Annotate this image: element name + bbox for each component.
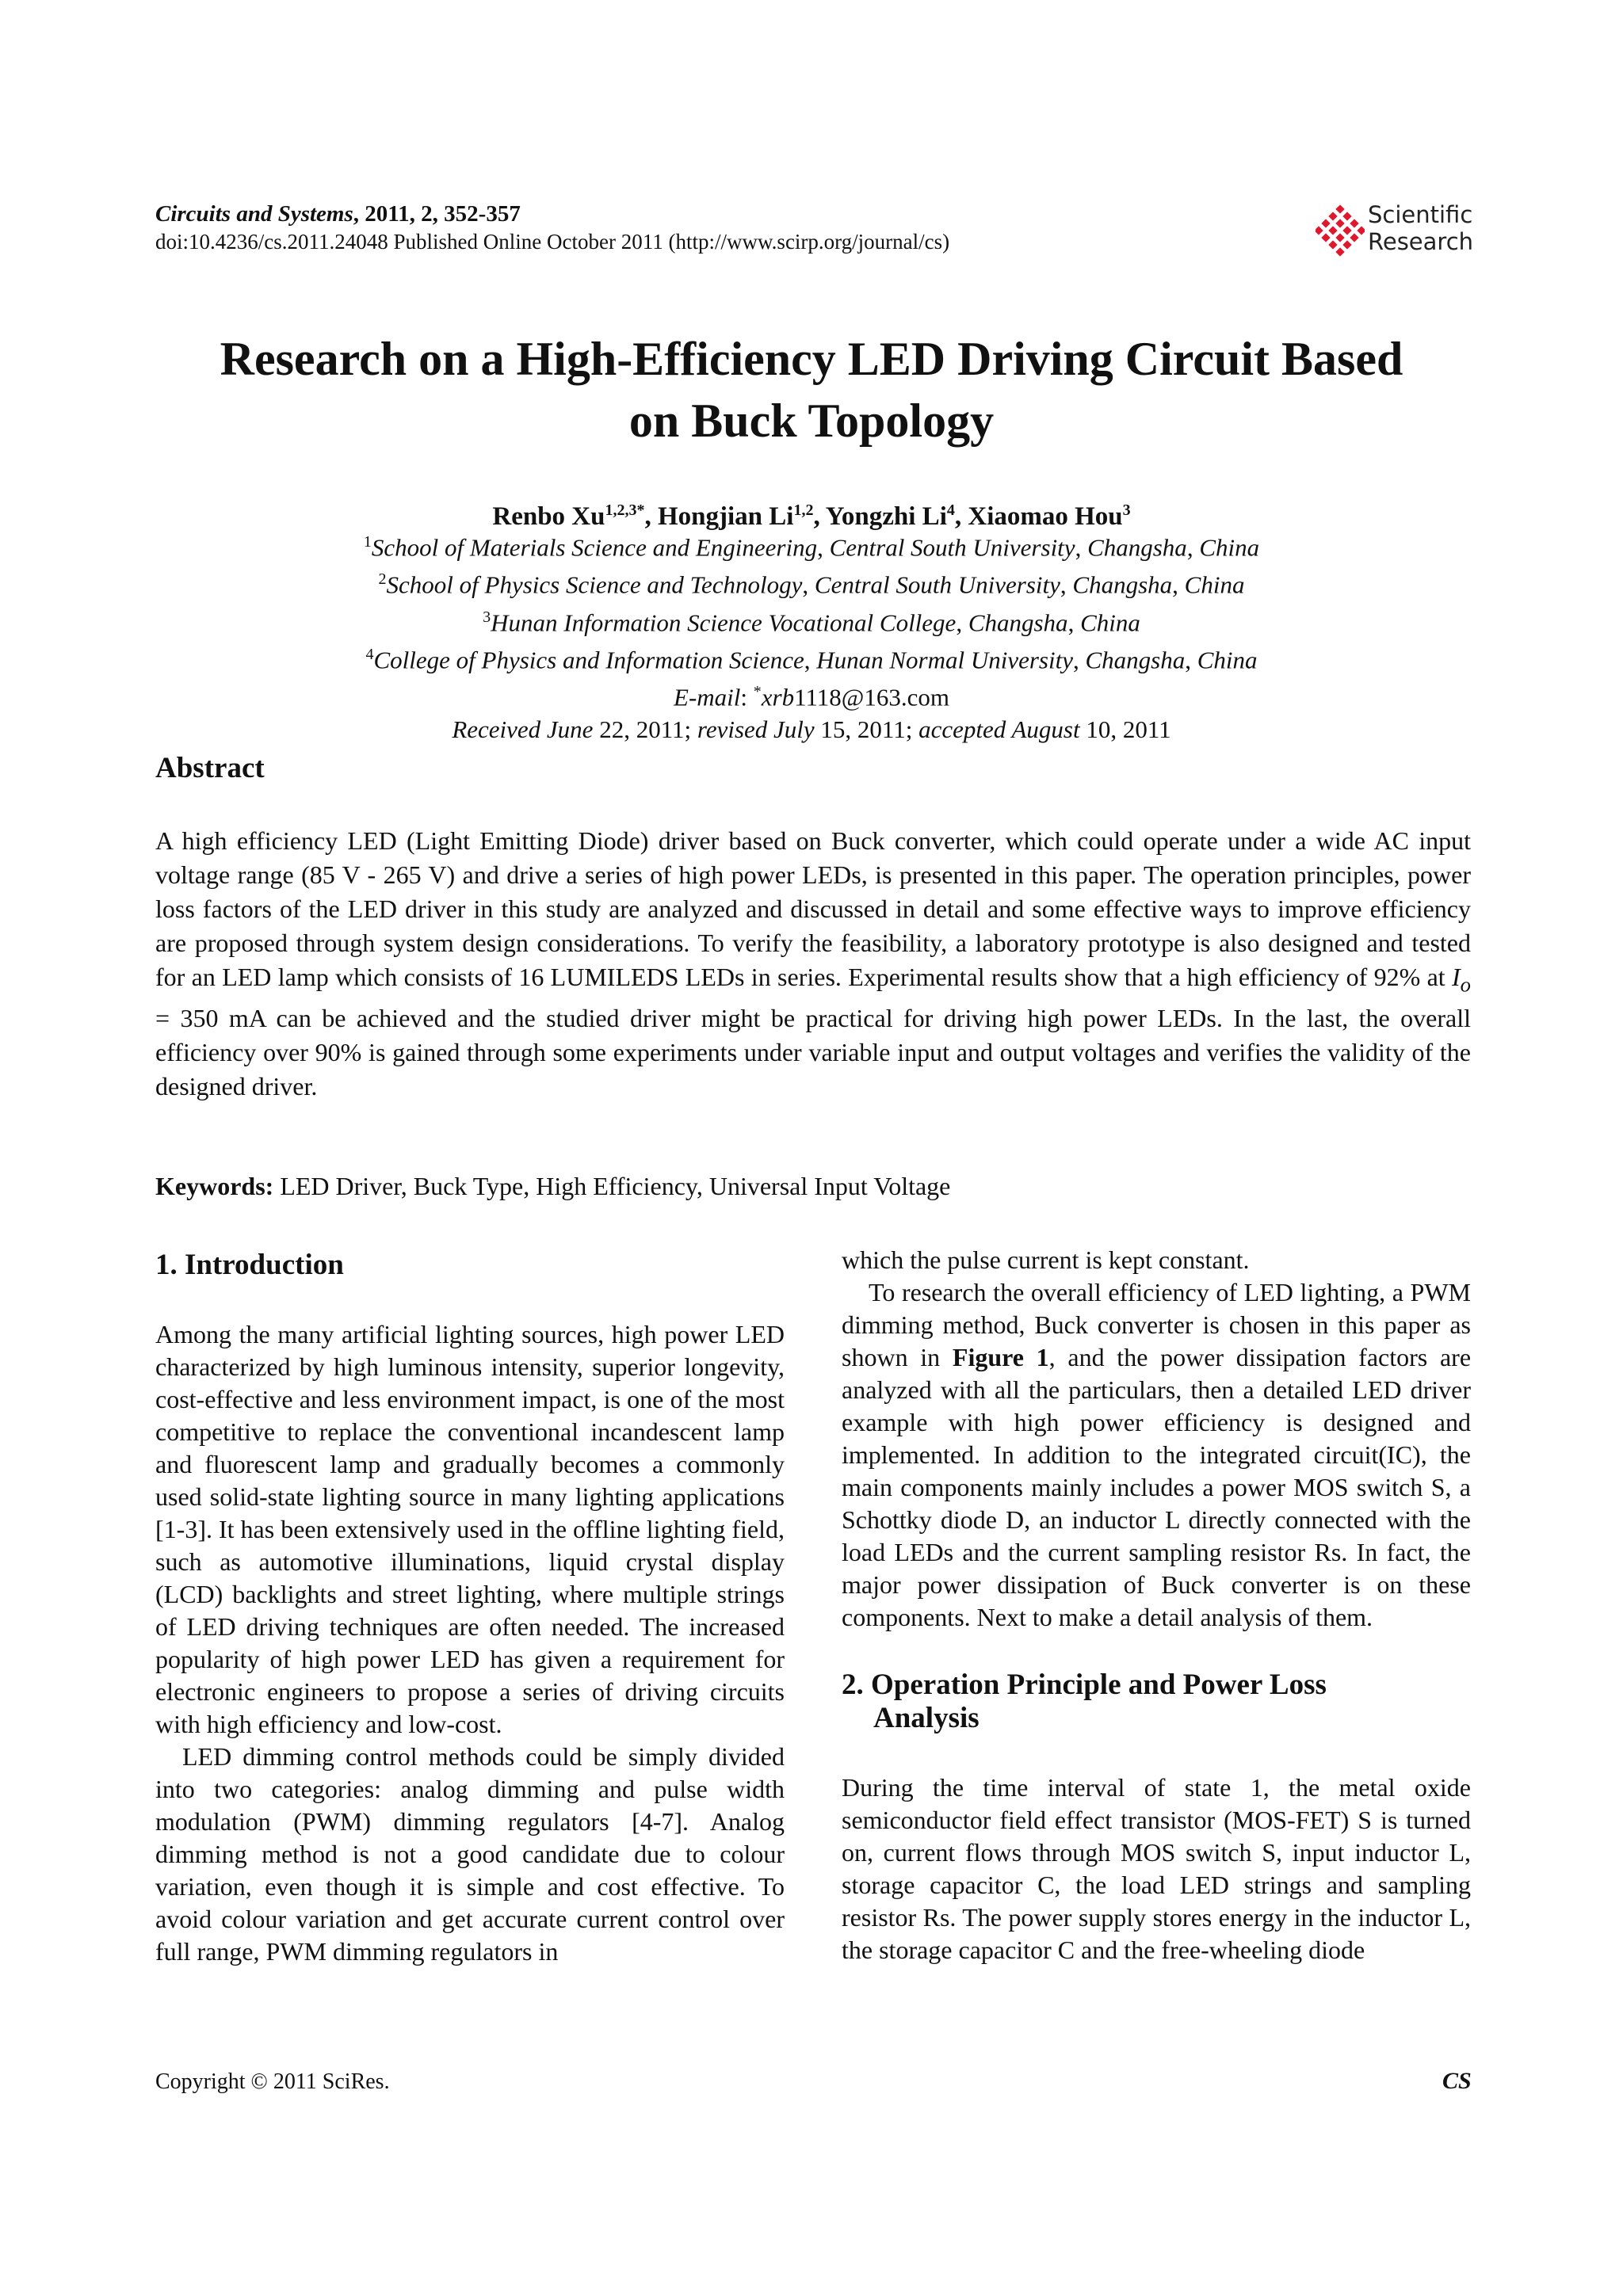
- diamond-cluster-icon: [1316, 204, 1365, 260]
- copyright-footer: Copyright © 2011 SciRes.: [155, 2069, 390, 2094]
- logo-dot: [1316, 226, 1323, 235]
- logo-text-line1: Scientific: [1368, 201, 1473, 228]
- figure-1-reference[interactable]: Figure 1: [952, 1343, 1049, 1371]
- author-list: Renbo $Xu^{1,2,3*}$, Hongjian Li$^{1,2}$, Yongzhi Li$^4$, Xiaomao Hou$^3$: [492, 502, 1131, 531]
- logo-dot: [1342, 212, 1351, 220]
- logo-dot: [1342, 226, 1351, 235]
- journal-name: Circuits and Systems: [155, 201, 353, 227]
- author-1: Renbo Xu: [492, 502, 605, 531]
- affiliations: [119, 526, 1504, 746]
- abstract-text: A high efficiency LED (Light Emitting Diode) driver based on Buck converter, which could operate under a wide AC input voltage range (85 V - 265 V) and drive a series of high power LEDs, is presented in this paper. The operation principles, power loss factors of the LED driver in this study are analyzed and discussed in detail and some effective ways to improve efficiency are proposed through system design considerations. To verify the feasibility, a laboratory prototype is also designed and tested for an LED lamp which consists of 16 LUMILEDS LEDs in series. Experimental results show that a high efficiency of 92% at $I_o = 350$ mA can be achieved and the studied driver might be practical for driving high power LEDs. In the last, the overall efficiency over 90% is gained through some experiments under variable input and output voltages and verifies the validity of the designed driver.: [155, 826, 1471, 1101]
- dates-line: Received June 22, 2011; revised July 15, 2011; accepted August 10, 2011: [452, 715, 1171, 743]
- logo-dot: [1350, 219, 1358, 227]
- right-column: [842, 1245, 1472, 1966]
- logo-dot: [1350, 233, 1358, 242]
- author-2: Hongjian Li: [657, 502, 794, 531]
- keywords-label: Keywords:: [155, 1172, 274, 1200]
- intro-paragraph-2: LED dimming control methods could be simply divided into two categories: analog dimming and pulse width modulation (PWM) dimming regulators [4-7]. Analog dimming method is not a good candidate due to colour variation, even though it is simple and cost effective. To avoid colour variation and get accurate current control over full range, PWM dimming regulators in: [155, 1742, 785, 1966]
- logo-dot: [1321, 233, 1330, 242]
- logo-dot: [1328, 226, 1337, 235]
- author-3: Yongzhi Li: [825, 502, 947, 531]
- keywords-text: LED Driver, Buck Type, High Efficiency, Universal Input Voltage: [273, 1172, 951, 1200]
- section-1-heading: 1. Introduction: [155, 1249, 344, 1281]
- paper-title: [119, 328, 1504, 452]
- affiliation-1: $^1$School of Materials Science and Engineering, Central South University, Changsha, China: [363, 533, 1260, 562]
- author-4: Xiaomao Hou: [968, 502, 1123, 531]
- scientific-research-logo: [1316, 201, 1474, 265]
- author-3-affil: 4: [946, 502, 955, 519]
- author-4-affil: 3: [1122, 502, 1131, 519]
- logo-dot: [1335, 247, 1344, 256]
- abstract-heading: Abstract: [155, 752, 265, 784]
- section-2-paragraph-1: During the time interval of state 1, the metal oxide semiconductor field effect transistor (MOS-FET) S is turned on, current flows through MOS switch S, input inductor L, storage capacitor C, the load LED strings and sampling resistor Rs. The power supply stores energy in the inductor L, the storage capacitor C and the free-wheeling diode: [842, 1773, 1471, 1964]
- logo-dot: [1357, 226, 1365, 235]
- logo-dot: [1342, 240, 1351, 249]
- intro-paragraph-3: To research the overall efficiency of LED lighting, a PWM dimming method, Buck converter is chosen in this paper as shown in Figure 1, and the power dissipation factors are analyzed with all the particulars, then a detailed LED driver example with high power efficiency is designed and implemented. In addition to the integrated circuit(IC), the main components mainly includes a power MOS switch S, a Schottky diode D, an inductor L directly connected with the load LEDs and the current sampling resistor Rs. In fact, the major power dissipation of Buck converter is on these components. Next to make a detail analysis of them.: [842, 1278, 1472, 1631]
- email-line: E-mail: *xrb1118@163.com: [674, 683, 949, 711]
- logo-dot: [1335, 204, 1344, 213]
- logo-dot: [1328, 212, 1337, 220]
- affiliation-2: $^2$School of Physics Science and Technology, Central South University, Changsha, China: [378, 570, 1245, 599]
- keywords: [155, 1169, 1471, 1203]
- journal-abbreviation: CS: [1442, 2068, 1472, 2094]
- journal-header: [155, 200, 1344, 255]
- author-1-affil: 1,2,3*: [605, 502, 645, 519]
- title-line-2: on Buck Topology: [628, 395, 995, 447]
- author-2-affil: 1,2: [793, 502, 814, 519]
- journal-citation: [155, 200, 1344, 228]
- intro-paragraph-1: Among the many artificial lighting sources, high power LED characterized by high luminous intensity, superior longevity, cost-effective and less environment impact, is one of the most competitive to replace the conventional incandescent lamp and fluorescent lamp and gradually becomes a commonly used solid-state lighting source in many lighting applications [1-3]. It has been extensively used in the offline lighting field, such as automotive illuminations, liquid crystal display (LCD) backlights and street lighting, where multiple strings of LED driving techniques are often needed. The increased popularity of high power LED has given a requirement for electronic engineers to propose a series of driving circuits with high efficiency and low-cost.: [155, 1320, 785, 1738]
- affiliation-4: $^4$College of Physics and Information Science, Hunan Normal University, Changsha, China: [365, 645, 1258, 674]
- logo-dot: [1328, 240, 1337, 249]
- logo-dot: [1335, 219, 1344, 227]
- logo-text-line2: Research: [1368, 228, 1474, 255]
- logo-dot: [1321, 219, 1330, 227]
- affiliation-3: $^3$Hunan Information Science Vocational College, Changsha, China: [483, 608, 1140, 636]
- section-2-heading: 2. Operation Principle and Power Loss Analysis: [842, 1669, 1327, 1734]
- title-line-1: Research on a High-Efficiency LED Driving Circuit Based: [220, 333, 1403, 385]
- logo-text: [1368, 201, 1473, 255]
- journal-details: , 2011, 2, 352-357: [353, 201, 521, 227]
- intro-continuation: which the pulse current is kept constant.: [842, 1245, 1250, 1274]
- logo-dot: [1335, 233, 1344, 242]
- doi-line: doi:10.4236/cs.2011.24048 Published Online October 2011 (http://www.scirp.org/journal/cs): [155, 230, 950, 254]
- left-column: [155, 1249, 785, 1968]
